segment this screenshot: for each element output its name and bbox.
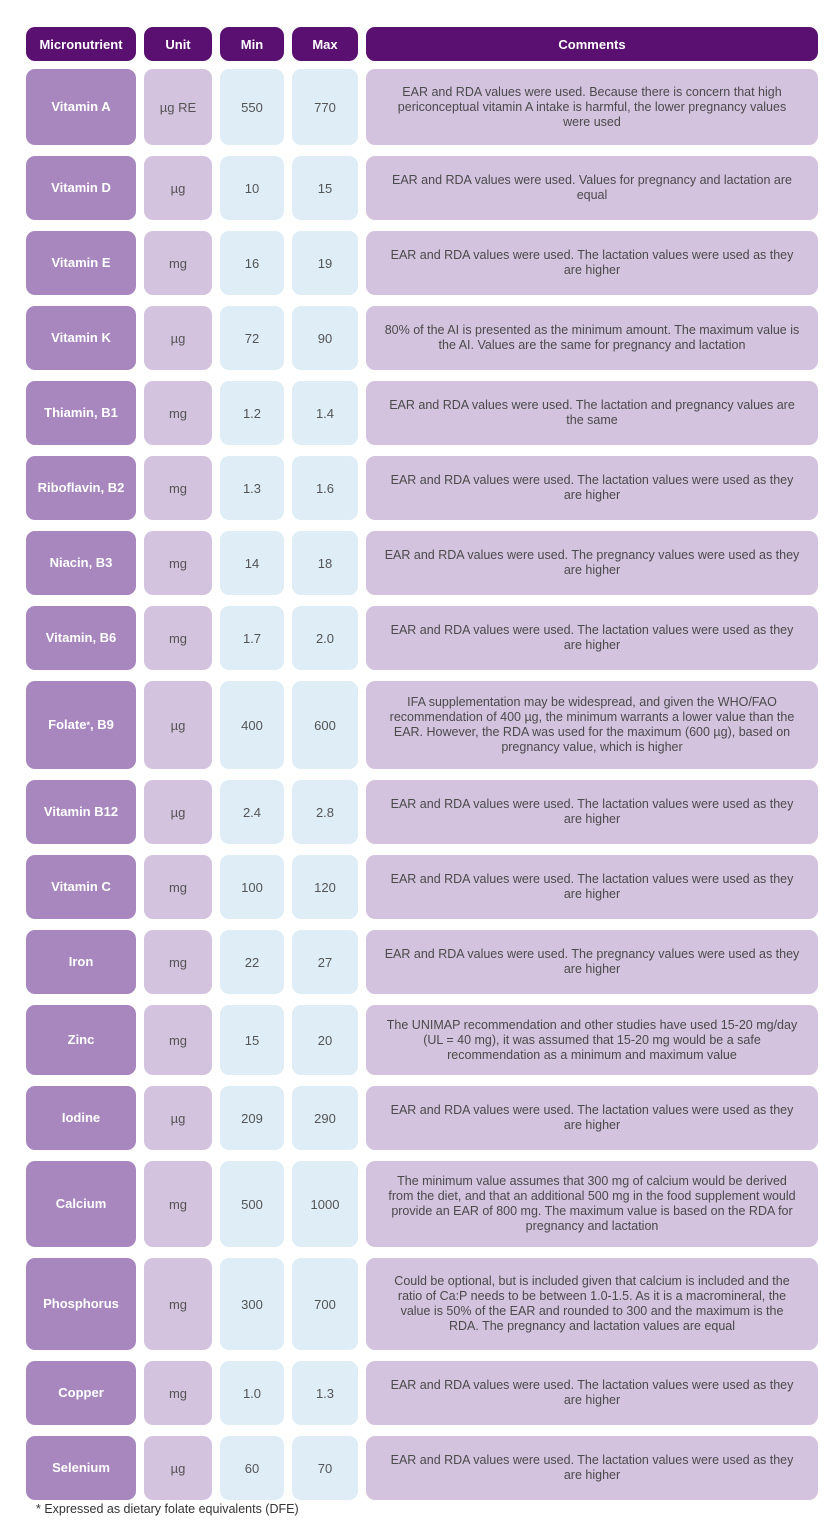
micronutrient-name: Copper — [26, 1361, 136, 1425]
table-row — [26, 1086, 818, 1150]
min-cell: 1.0 — [220, 1361, 284, 1425]
min-cell: 300 — [220, 1258, 284, 1350]
min-cell: 100 — [220, 855, 284, 919]
table-row — [26, 930, 818, 994]
unit-cell: mg — [144, 930, 212, 994]
min-cell: 10 — [220, 156, 284, 220]
comment-cell: EAR and RDA values were used. The lactation values were used as they are higher — [366, 780, 818, 844]
comment-cell: Could be optional, but is included given that calcium is included and the ratio of Ca:P needs to be between 1.0-1.5. As it is a macromineral, the value is 50% of the EAR and rounded to 300 and the maximum is the RDA. The pregnancy and lactation values are equal — [366, 1258, 818, 1350]
max-cell: 18 — [292, 531, 358, 595]
micronutrient-name: Selenium — [26, 1436, 136, 1500]
table-row — [26, 156, 818, 220]
header-max: Max — [292, 27, 358, 61]
comment-cell: EAR and RDA values were used. The lactation values were used as they are higher — [366, 1436, 818, 1500]
min-cell: 2.4 — [220, 780, 284, 844]
name-suffix: , B9 — [89, 717, 114, 732]
unit-cell: mg — [144, 1161, 212, 1247]
min-cell: 400 — [220, 681, 284, 769]
unit-cell: mg — [144, 1361, 212, 1425]
comment-cell: IFA supplementation may be widespread, and given the WHO/FAO recommendation of 400 µg, the minimum warrants a lower value than the EAR. However, the RDA was used for the maximum (600 µg), based on pregnancy value, which is higher — [366, 681, 818, 769]
comment-cell: The UNIMAP recommendation and other studies have used 15-20 mg/day (UL = 40 mg), it was assumed that 15-20 mg would be a safe recommendation as a minimum and maximum value — [366, 1005, 818, 1075]
unit-cell: mg — [144, 606, 212, 670]
header-min: Min — [220, 27, 284, 61]
comment-cell: EAR and RDA values were used. The lactation values were used as they are higher — [366, 1361, 818, 1425]
comment-cell: 80% of the AI is presented as the minimum amount. The maximum value is the AI. Values are the same for pregnancy and lactation — [366, 306, 818, 370]
unit-cell: µg RE — [144, 69, 212, 145]
micronutrient-name: Calcium — [26, 1161, 136, 1247]
micronutrient-table — [26, 27, 818, 1511]
max-cell: 2.8 — [292, 780, 358, 844]
table-body — [26, 69, 818, 1500]
max-cell: 27 — [292, 930, 358, 994]
micronutrient-name: Vitamin, B6 — [26, 606, 136, 670]
comment-cell: EAR and RDA values were used. The lactation values were used as they are higher — [366, 456, 818, 520]
max-cell: 120 — [292, 855, 358, 919]
unit-cell: µg — [144, 1436, 212, 1500]
max-cell: 700 — [292, 1258, 358, 1350]
comment-cell: EAR and RDA values were used. Values for pregnancy and lactation are equal — [366, 156, 818, 220]
micronutrient-name: Vitamin E — [26, 231, 136, 295]
table-row — [26, 1258, 818, 1350]
footnote: * Expressed as dietary folate equivalents (DFE) — [36, 1502, 299, 1516]
table-header — [26, 27, 818, 61]
micronutrient-name: Zinc — [26, 1005, 136, 1075]
micronutrient-name: Iodine — [26, 1086, 136, 1150]
max-cell: 1.6 — [292, 456, 358, 520]
table-row — [26, 231, 818, 295]
unit-cell: mg — [144, 1258, 212, 1350]
max-cell: 1000 — [292, 1161, 358, 1247]
comment-cell: EAR and RDA values were used. The lactation values were used as they are higher — [366, 231, 818, 295]
min-cell: 209 — [220, 1086, 284, 1150]
table-row — [26, 306, 818, 370]
table-row — [26, 381, 818, 445]
min-cell: 72 — [220, 306, 284, 370]
min-cell: 1.2 — [220, 381, 284, 445]
comment-cell: EAR and RDA values were used. The lactation values were used as they are higher — [366, 606, 818, 670]
max-cell: 90 — [292, 306, 358, 370]
micronutrient-name: Niacin, B3 — [26, 531, 136, 595]
min-cell: 16 — [220, 231, 284, 295]
unit-cell: mg — [144, 855, 212, 919]
table-row — [26, 780, 818, 844]
max-cell: 290 — [292, 1086, 358, 1150]
min-cell: 22 — [220, 930, 284, 994]
unit-cell: µg — [144, 156, 212, 220]
unit-cell: mg — [144, 456, 212, 520]
micronutrient-name: Vitamin B12 — [26, 780, 136, 844]
unit-cell: µg — [144, 681, 212, 769]
table-row — [26, 456, 818, 520]
header-comments: Comments — [366, 27, 818, 61]
header-unit: Unit — [144, 27, 212, 61]
micronutrient-name: Vitamin D — [26, 156, 136, 220]
comment-cell: EAR and RDA values were used. The lactation values were used as they are higher — [366, 1086, 818, 1150]
comment-cell: The minimum value assumes that 300 mg of calcium would be derived from the diet, and that an additional 500 mg in the food supplement would provide an EAR of 800 mg. The maximum value is based on the RDA for pregnancy and lactation — [366, 1161, 818, 1247]
table-row — [26, 531, 818, 595]
unit-cell: mg — [144, 381, 212, 445]
name-text: Folate — [48, 717, 87, 732]
max-cell: 15 — [292, 156, 358, 220]
comment-cell: EAR and RDA values were used. The pregnancy values were used as they are higher — [366, 531, 818, 595]
table-row — [26, 855, 818, 919]
micronutrient-name: Riboflavin, B2 — [26, 456, 136, 520]
min-cell: 500 — [220, 1161, 284, 1247]
unit-cell: µg — [144, 780, 212, 844]
micronutrient-name: Vitamin K — [26, 306, 136, 370]
unit-cell: mg — [144, 531, 212, 595]
table-row — [26, 1005, 818, 1075]
comment-cell: EAR and RDA values were used. The lactation and pregnancy values are the same — [366, 381, 818, 445]
unit-cell: µg — [144, 306, 212, 370]
min-cell: 550 — [220, 69, 284, 145]
table-row — [26, 681, 818, 769]
max-cell: 2.0 — [292, 606, 358, 670]
max-cell: 20 — [292, 1005, 358, 1075]
table-row — [26, 69, 818, 145]
table-row — [26, 1161, 818, 1247]
max-cell: 70 — [292, 1436, 358, 1500]
table-row — [26, 1436, 818, 1500]
table-row — [26, 606, 818, 670]
comment-cell: EAR and RDA values were used. The pregnancy values were used as they are higher — [366, 930, 818, 994]
micronutrient-name: Folate * , B9 — [26, 681, 136, 769]
micronutrient-name: Vitamin A — [26, 69, 136, 145]
micronutrient-name: Thiamin, B1 — [26, 381, 136, 445]
max-cell: 1.3 — [292, 1361, 358, 1425]
min-cell: 14 — [220, 531, 284, 595]
max-cell: 600 — [292, 681, 358, 769]
max-cell: 770 — [292, 69, 358, 145]
min-cell: 1.3 — [220, 456, 284, 520]
comment-cell: EAR and RDA values were used. Because there is concern that high periconceptual vitamin A intake is harmful, the lower pregnancy values were used — [366, 69, 818, 145]
header-micronutrient: Micronutrient — [26, 27, 136, 61]
table-row — [26, 1361, 818, 1425]
unit-cell: µg — [144, 1086, 212, 1150]
unit-cell: mg — [144, 231, 212, 295]
unit-cell: mg — [144, 1005, 212, 1075]
max-cell: 19 — [292, 231, 358, 295]
min-cell: 15 — [220, 1005, 284, 1075]
micronutrient-name: Vitamin C — [26, 855, 136, 919]
comment-cell: EAR and RDA values were used. The lactation values were used as they are higher — [366, 855, 818, 919]
max-cell: 1.4 — [292, 381, 358, 445]
min-cell: 1.7 — [220, 606, 284, 670]
min-cell: 60 — [220, 1436, 284, 1500]
micronutrient-name: Iron — [26, 930, 136, 994]
micronutrient-name: Phosphorus — [26, 1258, 136, 1350]
